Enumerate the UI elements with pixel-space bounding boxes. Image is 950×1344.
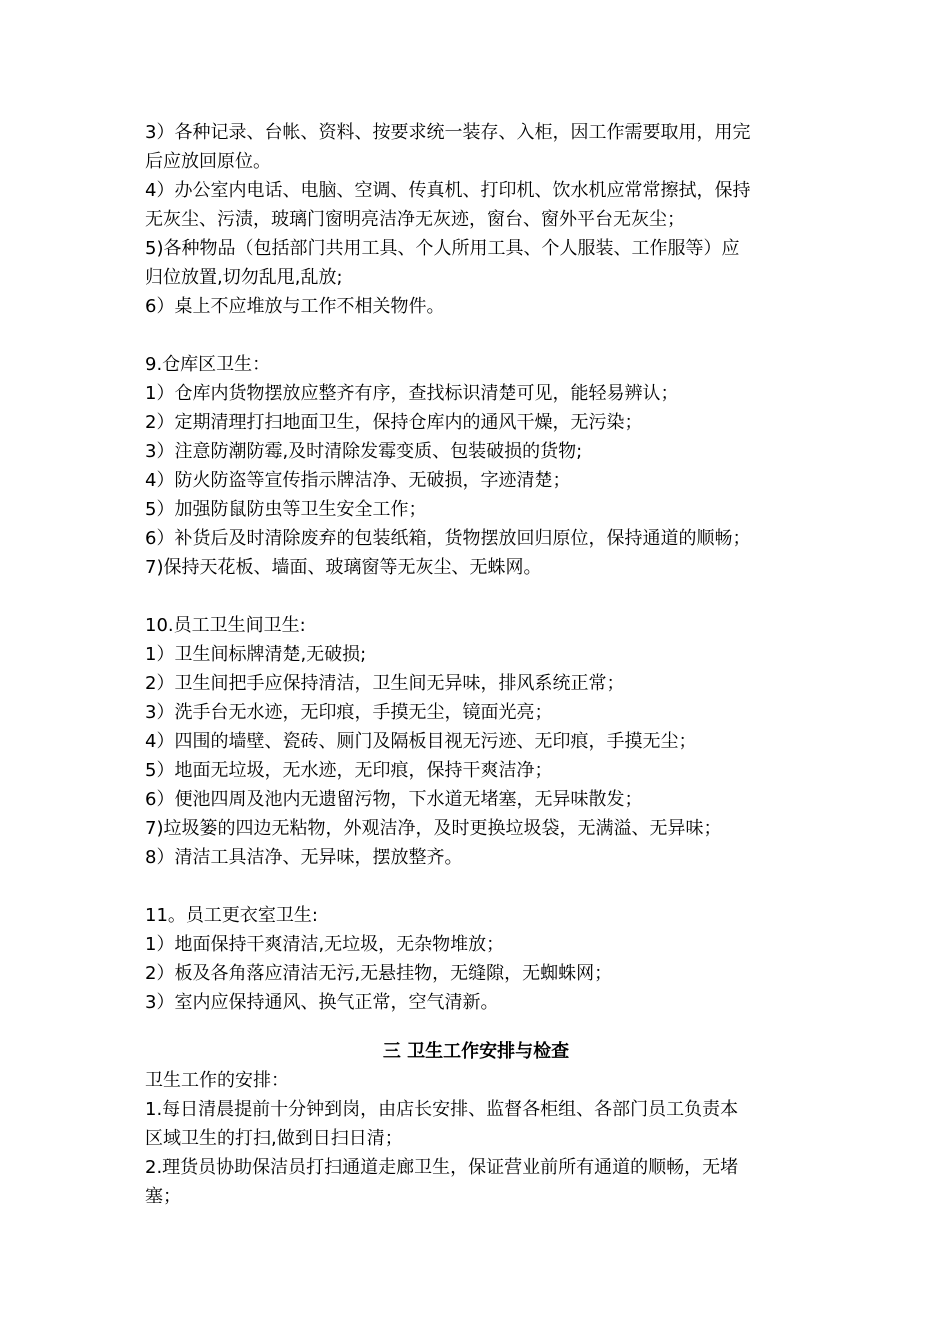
warehouse-line-4: 4）防火防盗等宣传指示牌洁净、无破损，字迹清楚； (145, 470, 571, 491)
section-line-2: 区域卫生的打扫,做到日扫日清； (145, 1128, 403, 1149)
office-line-5: 5)各种物品（包括部门共用工具、个人所用工具、个人服装、工作服等）应 (145, 238, 740, 259)
section-line-1: 1.每日清晨提前十分钟到岗，由店长安排、监督各柜组、各部门员工负责本 (145, 1099, 739, 1120)
warehouse-line-7: 7)保持天花板、墙面、玻璃窗等无灰尘、无蛛网。 (145, 557, 542, 578)
warehouse-title: 9.仓库区卫生： (145, 354, 271, 375)
section-heading: 三 卫生工作安排与检查 (382, 1041, 570, 1062)
locker-line-2: 2）板及各角落应清洁无污,无悬挂物，无缝隙，无蜘蛛网； (145, 963, 613, 984)
document-page (145, 118, 807, 1211)
restroom-line-6: 6）便池四周及池内无遗留污物，下水道无堵塞，无异味散发； (145, 789, 643, 810)
section-three (145, 1037, 807, 1211)
section-line-3: 2.理货员协助保洁员打扫通道走廊卫生，保证营业前所有通道的顺畅，无堵 (145, 1157, 739, 1178)
warehouse-section (145, 350, 807, 582)
spacer (145, 872, 807, 901)
restroom-title: 10.员工卫生间卫生: (145, 615, 306, 636)
restroom-line-1: 1）卫生间标牌清楚,无破损; (145, 644, 367, 665)
office-line-2: 后应放回原位。 (145, 151, 271, 172)
restroom-line-8: 8）清洁工具洁净、无异味，摆放整齐。 (145, 847, 463, 868)
spacer (145, 582, 807, 611)
office-line-1: 3）各种记录、台帐、资料、按要求统一装存、入柜，因工作需要取用，用完 (145, 122, 751, 143)
section-subtitle: 卫生工作的安排： (145, 1070, 289, 1091)
locker-line-3: 3）室内应保持通风、换气正常，空气清新。 (145, 992, 499, 1013)
section-line-4: 塞； (145, 1186, 181, 1207)
spacer (145, 321, 807, 350)
restroom-line-2: 2）卫生间把手应保持清洁，卫生间无异味，排风系统正常； (145, 673, 625, 694)
office-hygiene-list (145, 118, 807, 321)
office-line-3: 4）办公室内电话、电脑、空调、传真机、打印机、饮水机应常常擦拭，保持 (145, 180, 751, 201)
locker-title: 11。员工更衣室卫生: (145, 905, 318, 926)
warehouse-line-6: 6）补货后及时清除废弃的包装纸箱，货物摆放回归原位，保持通道的顺畅； (145, 528, 751, 549)
restroom-line-4: 4）四围的墙壁、瓷砖、厕门及隔板目视无污迹、无印痕，手摸无尘； (145, 731, 697, 752)
locker-section (145, 901, 807, 1017)
locker-line-1: 1）地面保持干爽清洁,无垃圾，无杂物堆放； (145, 934, 505, 955)
office-line-7: 6）桌上不应堆放与工作不相关物件。 (145, 296, 445, 317)
office-line-6: 归位放置,切勿乱甩,乱放; (145, 267, 343, 288)
office-line-4: 无灰尘、污渍，玻璃门窗明亮洁净无灰迹，窗台、窗外平台无灰尘； (145, 209, 685, 230)
restroom-line-7: 7)垃圾篓的四边无粘物，外观洁净，及时更换垃圾袋，无满溢、无异味； (145, 818, 722, 839)
spacer (145, 1017, 807, 1037)
warehouse-line-2: 2）定期清理打扫地面卫生，保持仓库内的通风干燥，无污染； (145, 412, 643, 433)
restroom-line-3: 3）洗手台无水迹，无印痕，手摸无尘，镜面光亮； (145, 702, 553, 723)
warehouse-line-3: 3）注意防潮防霉,及时清除发霉变质、包装破损的货物; (145, 441, 583, 462)
restroom-section (145, 611, 807, 872)
warehouse-line-5: 5）加强防鼠防虫等卫生安全工作； (145, 499, 427, 520)
restroom-line-5: 5）地面无垃圾，无水迹，无印痕，保持干爽洁净； (145, 760, 553, 781)
warehouse-line-1: 1）仓库内货物摆放应整齐有序，查找标识清楚可见，能轻易辨认； (145, 383, 679, 404)
